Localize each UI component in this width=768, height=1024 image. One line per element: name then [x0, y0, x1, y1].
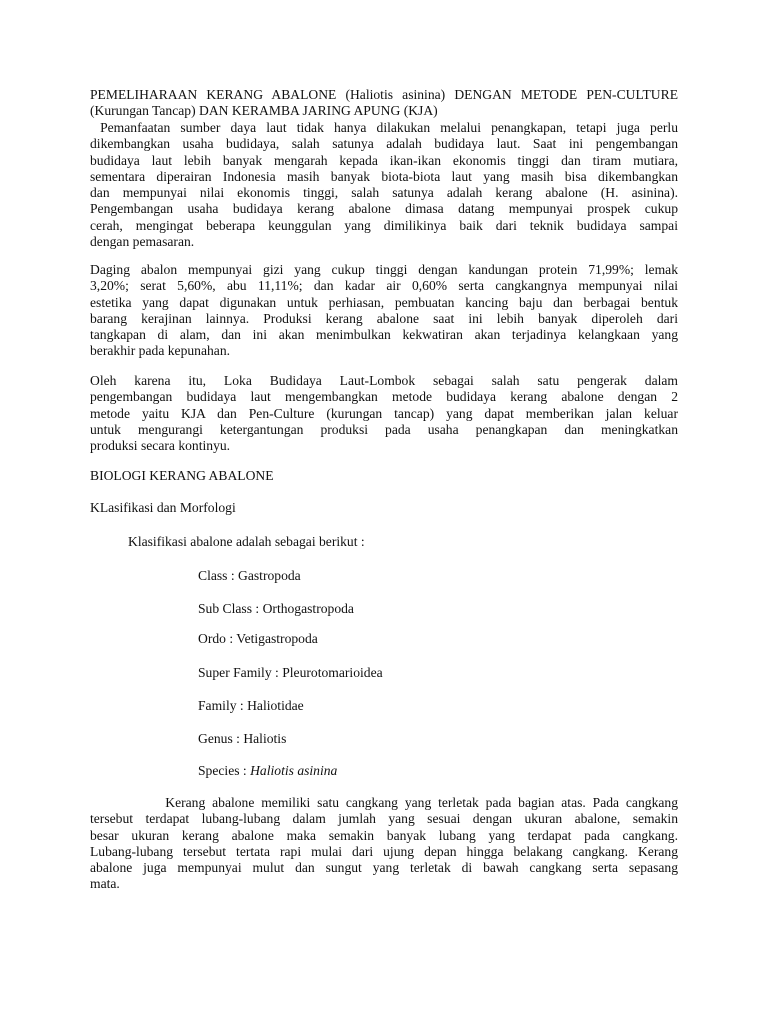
klasifikasi-intro: Klasifikasi abalone adalah sebagai berikut :	[128, 534, 365, 549]
text-line: budidaya laut lebih banyak mengarah kepada ikan-ikan ekonomis tinggi dan tiram mutiara,	[90, 152, 678, 168]
text-line: untuk mengurangi ketergantungan produksi pada usaha penangkapan dan meningkatkan	[90, 421, 678, 437]
heading-biologi: BIOLOGI KERANG ABALONE	[90, 468, 274, 483]
text-line: abalone juga mempunyai mulut dan sungut yang terletak di bawah cangkang serta sepasang	[90, 860, 678, 876]
text-line: besar ukuran kerang abalone maka semakin banyak lubang yang terdapat pada cangkang.	[90, 827, 678, 843]
text-line: Pemanfaatan sumber daya laut tidak hanya dilakukan melalui penangkapan, tetapi juga perlu	[90, 120, 678, 135]
text-line: tangkapan di alam, dan ini akan menimbulkan kekwatiran akan terjadinya kelangkaan yang	[90, 327, 678, 343]
text-line: 3,20%; serat 5,60%, abu 11,11%; dan kadar air 0,60% serta cangkangnya mempunyai nilai	[90, 278, 678, 294]
classification-label: Super Family :	[198, 665, 283, 680]
classification-item	[198, 731, 286, 747]
text-line: estetika yang dapat digunakan untuk perhiasan, pembuatan kancing baju dan berbagai bentuk	[90, 294, 678, 310]
text-line: barang kerajinan lainnya. Produksi kerang abalone saat ini lebih banyak diperoleh dari	[90, 310, 678, 326]
paragraph-lombok	[90, 373, 678, 454]
text-line: tersebut terdapat lubang-lubang dalam jumlah yang sesuai dengan ukuran abalone, semakin	[90, 811, 678, 827]
text-line: Lubang-lubang tersebut tertata rapi mulai dari ujung depan hingga belakang cangkang. Kerang	[90, 843, 678, 859]
classification-value: Vetigastropoda	[236, 631, 318, 646]
classification-label: Genus :	[198, 731, 244, 746]
classification-label: Ordo :	[198, 631, 237, 646]
text-line: produksi secara kontinyu.	[90, 438, 231, 454]
classification-label: Species :	[198, 763, 251, 778]
classification-value: Pleurotomarioidea	[282, 665, 383, 680]
classification-label: Sub Class :	[198, 601, 263, 616]
text-line: metode yaitu KJA dan Pen-Culture (kurungan tancap) yang dapat memberikan jalan keluar	[90, 405, 678, 421]
text-line: dan mempunyai nilai ekonomis tinggi, salah satunya adalah kerang abalone (H. asinina).	[90, 185, 678, 201]
text-line: Kerang abalone memiliki satu cangkang yang terletak pada bagian atas. Pada cangkang	[90, 795, 678, 810]
classification-label: Class :	[198, 568, 239, 583]
text-line: Oleh karena itu, Loka Budidaya Laut-Lombok sebagai salah satu pengerak dalam	[90, 373, 678, 388]
classification-value: Haliotidae	[247, 698, 304, 713]
classification-item	[198, 763, 337, 779]
text-line: cerah, mengingat beberapa keunggulan yang dimilikinya baik dari teknik budidaya sampai	[90, 217, 678, 233]
heading-klasifikasi: KLasifikasi dan Morfologi	[90, 500, 236, 515]
text-line: dengan pemasaran.	[90, 234, 195, 250]
title-line: PEMELIHARAAN KERANG ABALONE (Haliotis asinina) DENGAN METODE PEN-CULTURE	[90, 87, 678, 102]
text-line: sementara diperairan Indonesia masih banyak biota-biota laut yang masih bisa dikembangkan	[90, 168, 678, 184]
classification-value: Haliotis	[243, 731, 287, 746]
classification-item	[198, 631, 318, 647]
title-line: (Kurungan Tancap) DAN KERAMBA JARING APUNG (KJA)	[90, 103, 438, 119]
text-line: dikembangkan usaha budidaya, salah satunya adalah budidaya laut. Saat ini pengembangan	[90, 136, 678, 152]
classification-item	[198, 601, 354, 617]
classification-item	[198, 568, 301, 584]
text-line: pengembangan budidaya laut mengembangkan metode budidaya kerang abalone dengan 2	[90, 389, 678, 405]
classification-value: Gastropoda	[238, 568, 301, 583]
text-line: Pengembangan usaha budidaya kerang abalone dimasa datang mempunyai prospek cukup	[90, 201, 678, 217]
document-title	[90, 87, 678, 120]
paragraph-morfologi	[90, 795, 678, 893]
classification-item	[198, 698, 304, 714]
classification-value: Orthogastropoda	[262, 601, 354, 616]
text-line: berakhir pada kepunahan.	[90, 343, 231, 359]
text-line: mata.	[90, 876, 120, 892]
classification-value: Haliotis asinina	[250, 763, 338, 778]
paragraph-nutrition	[90, 262, 678, 360]
classification-item	[198, 665, 383, 681]
paragraph-intro	[90, 120, 678, 250]
text-line: Daging abalon mempunyai gizi yang cukup tinggi dengan kandungan protein 71,99%; lemak	[90, 262, 678, 277]
classification-label: Family :	[198, 698, 248, 713]
